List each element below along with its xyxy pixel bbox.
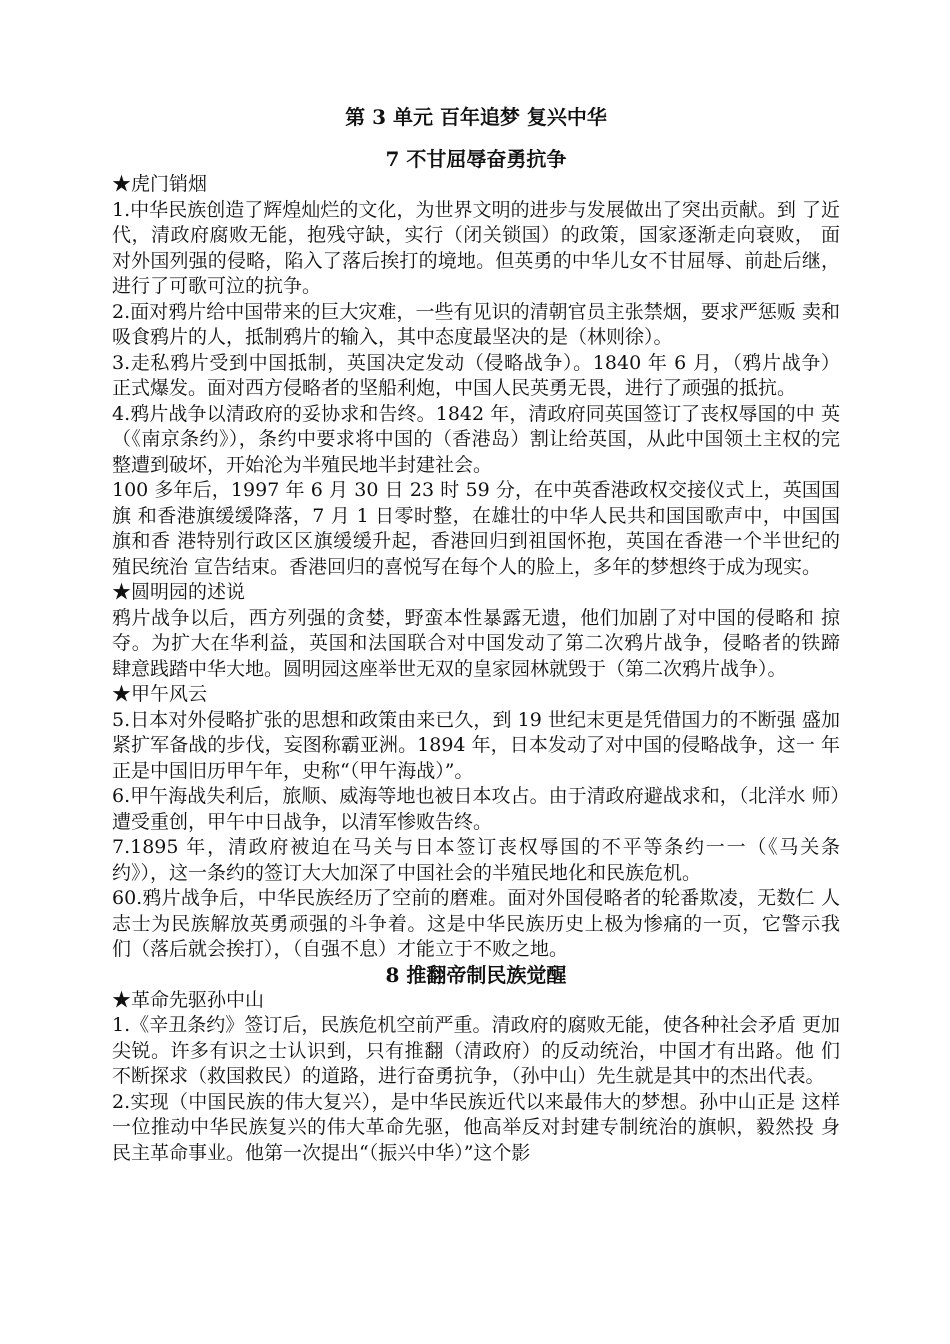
section-heading: ★革命先驱孙中山 xyxy=(112,988,265,1011)
paragraph: 6.甲午海战失利后，旅顺、威海等地也被日本攻占。由于清政府避战求和，（北洋水 师）遭受重创，甲午中日战争，以清军惨败告终。 xyxy=(112,785,840,833)
paragraph: 60.鸦片战争后，中华民族经历了空前的磨难。面对外国侵略者的轮番欺凌，无数仁 人志士为民族解放英勇顽强的斗争着。这是中华民族历史上极为惨痛的一页，它警示我 们（落后就会挨打），（自强不息）才能立于不败之地。 xyxy=(112,887,840,960)
paragraph: 7.1895 年，清政府被迫在马关与日本签订丧权辱国的不平等条约一一（《马关条约》），这一条约的签订大大加深了中国社会的半殖民地化和民族危机。 xyxy=(112,836,840,884)
section-heading: ★圆明园的述说 xyxy=(112,581,246,603)
unit-title: 第 3 单元 百年追梦 复兴中华 xyxy=(345,105,607,129)
paragraph: 3.走私鸦片受到中国抵制，英国决定发动（侵略战争）。1840 年 6 月，（鸦片战争） 正式爆发。面对西方侵略者的坚船利炮，中国人民英勇无畏，进行了顽强的抵抗。 xyxy=(112,351,840,399)
lesson-title: 8 推翻帝制民族觉醒 xyxy=(385,962,567,987)
paragraph: 4.鸦片战争以清政府的妥协求和告终。1842 年，清政府同英国签订了丧权辱国的中 英（《南京条约》），条约中要求将中国的（香港岛）割让给英国，从此中国领土主权的完 整遭到破坏，开始沦为半殖民地半封建社会。 xyxy=(112,402,840,476)
paragraph: 1.中华民族创造了辉煌灿烂的文化，为世界文明的进步与发展做出了突出贡献。到 了近代，清政府腐败无能，抱残守缺，实行（闭关锁国）的政策，国家逐渐走向衰败， 面对外国列强的侵略，陷入了落后挨打的境地。但英勇的中华儿女不甘屈辱、前赴后继， 进行了可歌可泣的抗争。 xyxy=(112,198,840,297)
paragraph: 2.面对鸦片给中国带来的巨大灾难，一些有见识的清朝官员主张禁烟，要求严惩贩 卖和吸食鸦片的人，抵制鸦片的输入，其中态度最坚决的是（林则徐）。 xyxy=(112,300,840,348)
paragraph: 5.日本对外侵略扩张的思想和政策由来已久，到 19 世纪末更是凭借国力的不断强 盛加紧扩军备战的步伐，妄图称霸亚洲。1894 年，日本发动了对中国的侵略战争，这一 年正是中国旧历甲午年，史称“（甲午海战）”。 xyxy=(112,708,840,782)
paragraph: 2.实现（中国民族的伟大复兴），是中华民族近代以来最伟大的梦想。孙中山正是 这样一位推动中华民族复兴的伟大革命先驱，他高举反对封建专制统治的旗帜，毅然投 身民主革命事业。他第一次提出“（振兴中华）”这个影 xyxy=(112,1090,840,1164)
document-page xyxy=(112,100,840,1166)
lesson-title: 7 不甘屈辱奋勇抗争 xyxy=(385,147,567,171)
section-heading: ★虎门销烟 xyxy=(112,173,208,195)
paragraph: 1.《辛丑条约》签订后，民族危机空前严重。清政府的腐败无能，使各种社会矛盾 更加尖锐。许多有识之士认识到，只有推翻（清政府）的反动统治，中国才有出路。他 们不断探求（救国救民）的道路，进行奋勇抗争，（孙中山）先生就是其中的杰出代表。 xyxy=(112,1014,840,1087)
section-heading: ★甲午风云 xyxy=(112,683,208,705)
paragraph: 鸦片战争以后，西方列强的贪婪，野蛮本性暴露无遗，他们加剧了对中国的侵略和 掠夺。为扩大在华利益，英国和法国联合对中国发动了第二次鸦片战争，侵略者的铁蹄 肆意践踏中华大地。圆明园这座举世无双的皇家园林就毁于（第二次鸦片战争）。 xyxy=(112,606,840,680)
paragraph: 100 多年后，1997 年 6 月 30 日 23 时 59 分，在中英香港政权交接仪式上，英国国旗 和香港旗缓缓降落，7 月 1 日零时整，在雄壮的中华人民共和国国歌声中，中国国旗和香 港特别行政区区旗缓缓升起，香港回归到祖国怀抱，英国在香港一个半世纪的殖民统治 宣告结束。香港回归的喜悦写在每个人的脸上，多年的梦想终于成为现实。 xyxy=(112,479,840,578)
